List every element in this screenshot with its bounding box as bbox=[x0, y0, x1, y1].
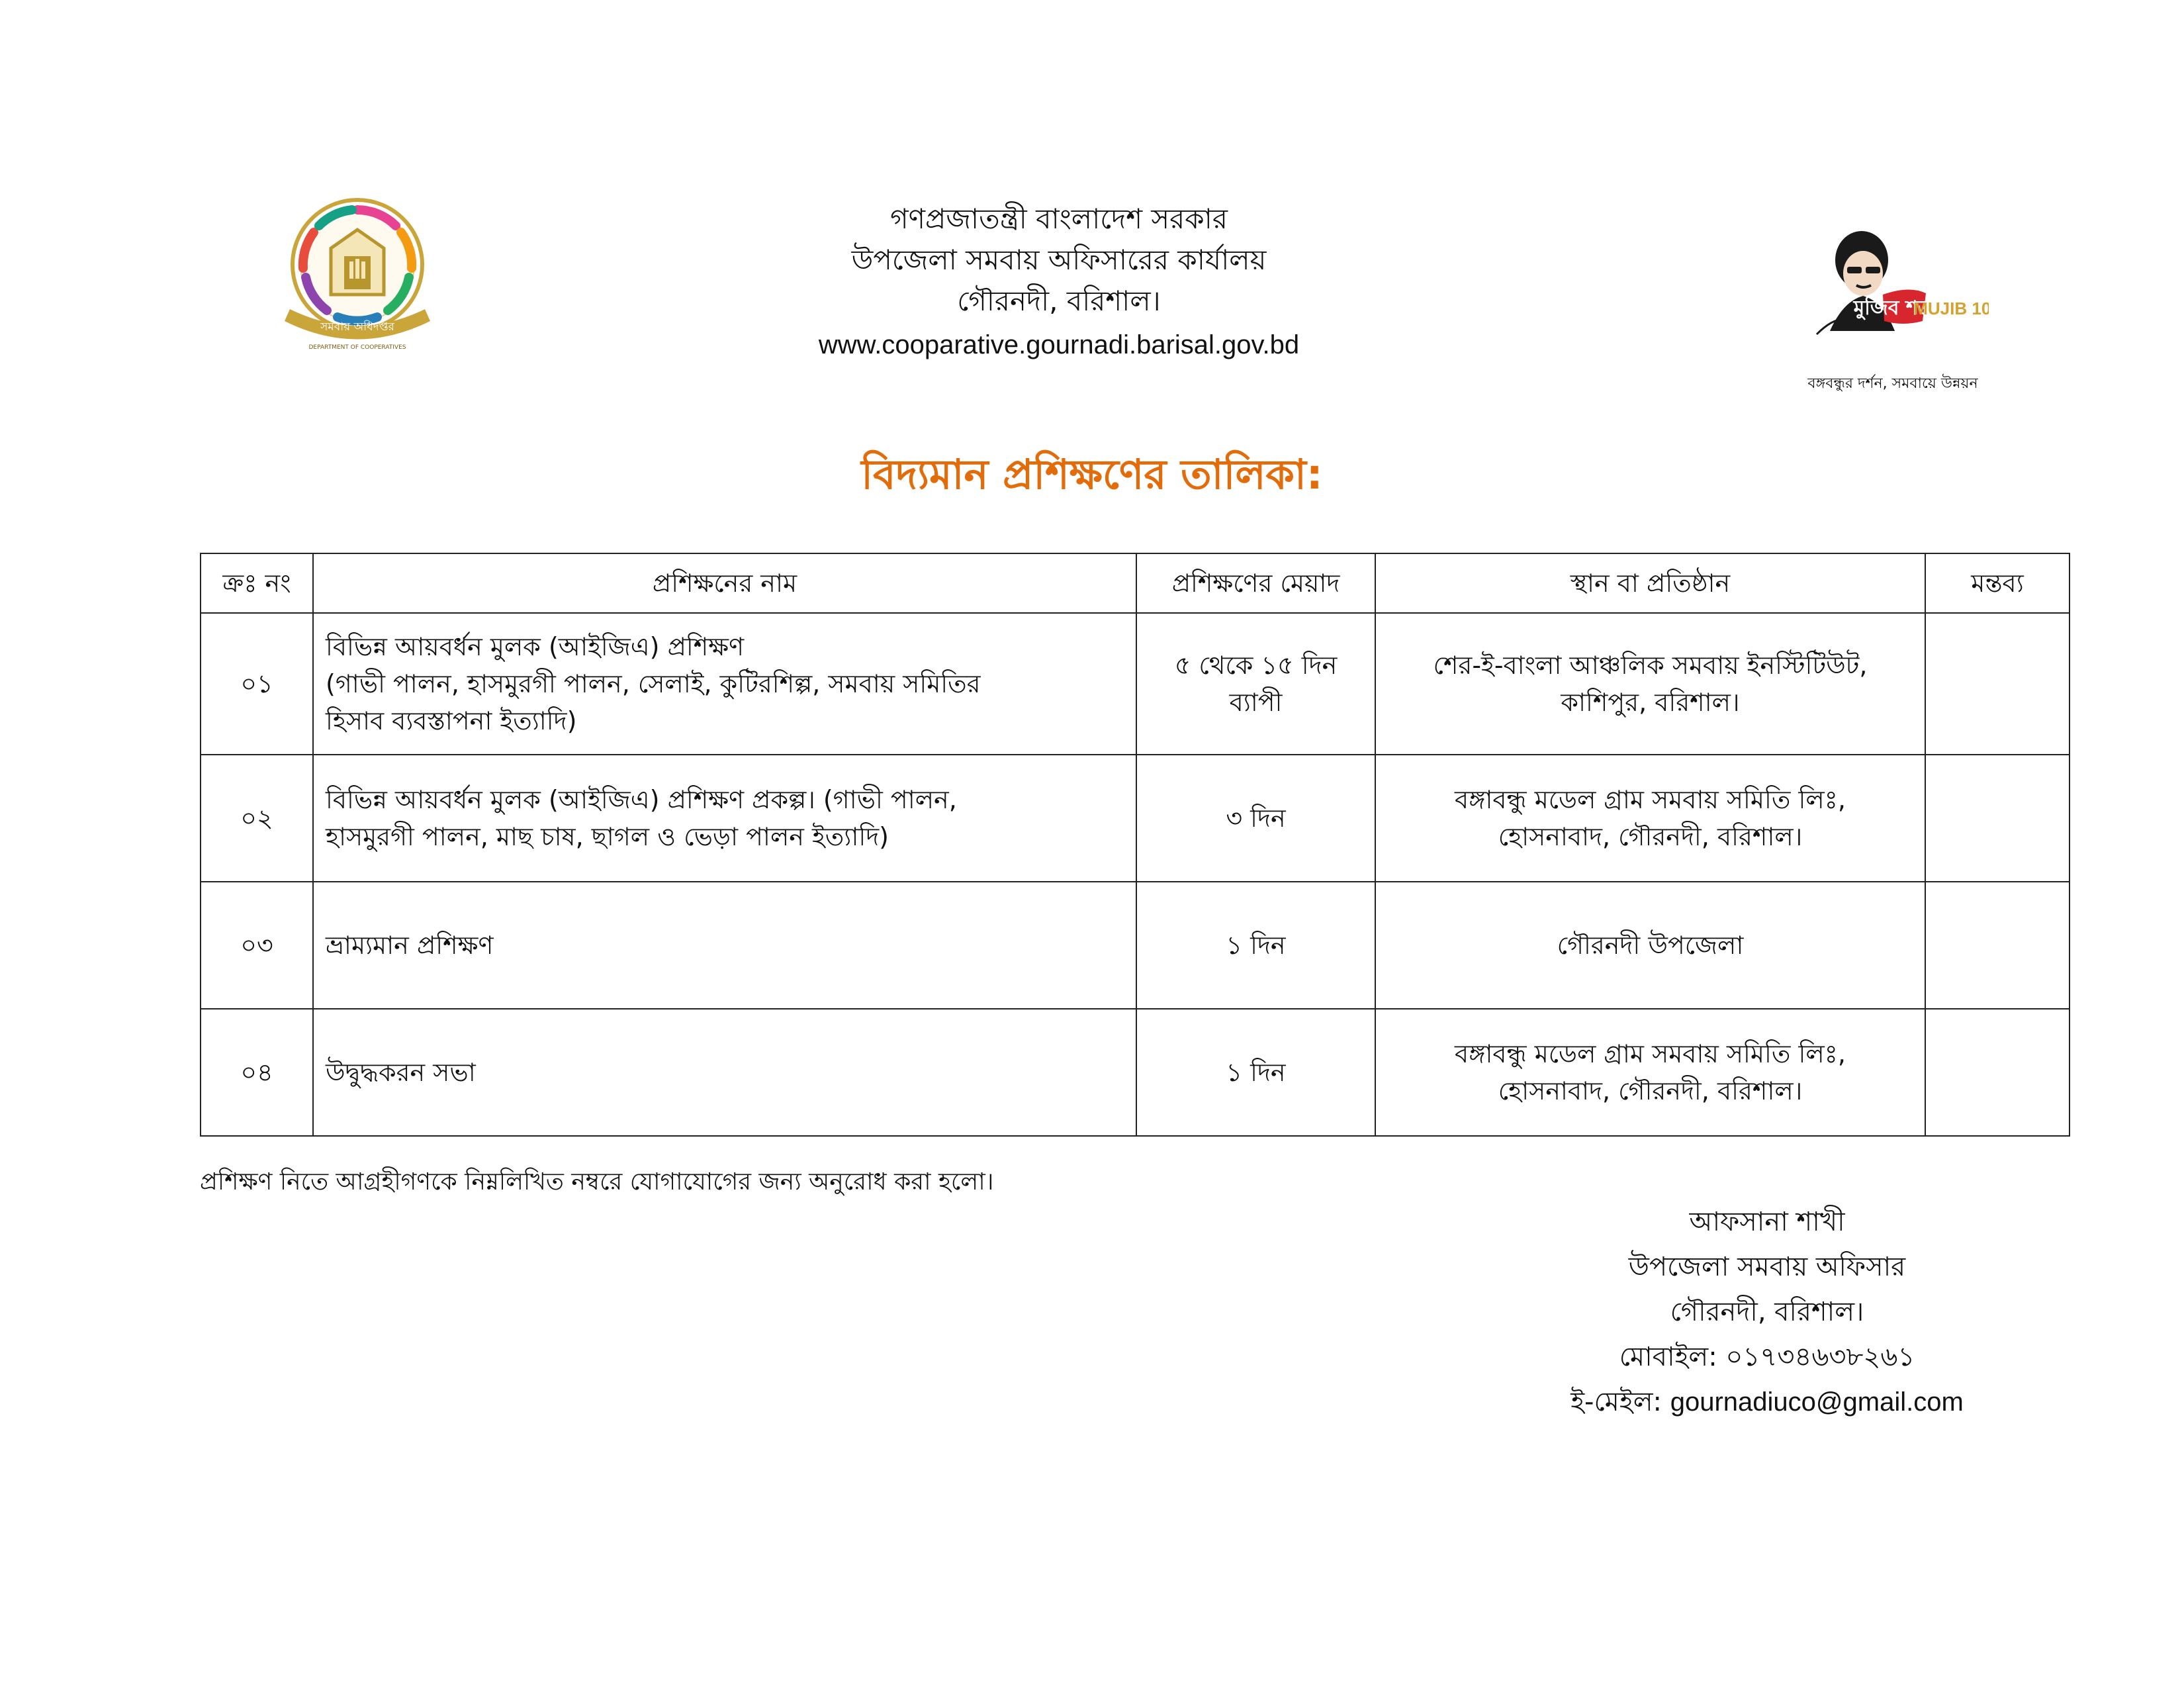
header-duration: প্রশিক্ষণের মেয়াদ bbox=[1136, 553, 1375, 613]
email-link[interactable]: gournadiuco@gmail.com bbox=[1670, 1387, 1964, 1417]
cell-serial: ০৩ bbox=[201, 882, 313, 1009]
table-row bbox=[201, 1009, 2070, 1136]
training-name-line: (গাভী পালন, হাসমুরগী পালন, সেলাই, কুটিরশিল্প, সমবায় সমিতির bbox=[326, 669, 981, 698]
duration-line: ব্যাপী bbox=[1229, 688, 1283, 717]
cell-remarks bbox=[1925, 882, 2070, 1009]
cell-duration: ১ দিন bbox=[1136, 882, 1375, 1009]
email-label: ই-মেইল: bbox=[1570, 1387, 1662, 1417]
cell-training-name: ভ্রাম্যমান প্রশিক্ষণ bbox=[313, 882, 1136, 1009]
cell-place: গৌরনদী উপজেলা bbox=[1375, 882, 1925, 1009]
cell-place bbox=[1375, 1009, 1925, 1136]
cell-training-name bbox=[313, 613, 1136, 755]
cooperatives-emblem-icon bbox=[278, 195, 437, 361]
training-name-line: হাসমুরগী পালন, মাছ চাষ, ছাগল ও ভেড়া পালন ইত্যাদি) bbox=[326, 822, 889, 851]
cell-remarks bbox=[1925, 613, 2070, 755]
cell-remarks bbox=[1925, 1009, 2070, 1136]
logo-caption: বঙ্গবন্ধুর দর্শন, সমবায়ে উন্নয়ন bbox=[1807, 375, 1978, 392]
training-name-line: বিভিন্ন আয়বর্ধন মুলক (আইজিএ) প্রশিক্ষণ bbox=[326, 632, 745, 661]
place-line: হোসনাবাদ, গৌরনদী, বরিশাল। bbox=[1498, 1076, 1803, 1105]
logo-english-text: DEPARTMENT OF COOPERATIVES bbox=[308, 344, 406, 351]
cell-serial: ০১ bbox=[201, 613, 313, 755]
training-name-line: হিসাব ব্যবস্তাপনা ইত্যাদি) bbox=[326, 706, 577, 735]
signature-block bbox=[1436, 1199, 2098, 1425]
office-header bbox=[662, 199, 1456, 365]
cell-place bbox=[1375, 613, 1925, 755]
cell-place bbox=[1375, 755, 1925, 882]
officer-name: আফসানা শাখী bbox=[1689, 1207, 1845, 1237]
place-line: বঙ্গাবন্ধু মডেল গ্রাম সমবায় সমিতি লিঃ, bbox=[1455, 785, 1846, 814]
request-note: প্রশিক্ষণ নিতে আগ্রহীগণকে নিম্নলিখিত নম্বরে যোগাযোগের জন্য অনুরোধ করা হলো। bbox=[200, 1168, 994, 1196]
training-name-line: বিভিন্ন আয়বর্ধন মুলক (আইজিএ) প্রশিক্ষণ প্রকল্প। (গাভী পালন, bbox=[326, 785, 957, 814]
cell-training-name bbox=[313, 755, 1136, 882]
cell-serial: ০২ bbox=[201, 755, 313, 882]
duration-line: ৫ থেকে ১৫ দিন bbox=[1174, 651, 1338, 680]
training-table bbox=[200, 553, 2070, 1137]
header-place: স্থান বা প্রতিষ্ঠান bbox=[1375, 553, 1925, 613]
office-location: গৌরনদী, বরিশাল। bbox=[957, 285, 1161, 317]
cell-duration: ৩ দিন bbox=[1136, 755, 1375, 882]
office-name: উপজেলা সমবায় অফিসারের কার্যালয় bbox=[851, 244, 1267, 276]
table-row bbox=[201, 755, 2070, 882]
place-line: কাশিপুর, বরিশাল। bbox=[1561, 688, 1740, 717]
table-row bbox=[201, 882, 2070, 1009]
cell-duration bbox=[1136, 613, 1375, 755]
cooperatives-logo bbox=[278, 195, 437, 361]
logo-bangla-text: সমবায় অধিদপ্তর bbox=[320, 320, 394, 334]
mujib-100-logo bbox=[1810, 222, 1989, 341]
header-serial: ক্রঃ নং bbox=[201, 553, 313, 613]
place-line: শের-ই-বাংলা আঞ্চলিক সমবায় ইনস্টিটিউট, bbox=[1433, 651, 1868, 680]
place-line: বঙ্গাবন্ধু মডেল গ্রাম সমবায় সমিতি লিঃ, bbox=[1455, 1039, 1846, 1068]
officer-location: গৌরনদী, বরিশাল। bbox=[1670, 1297, 1864, 1327]
place-line: হোসনাবাদ, গৌরনদী, বরিশাল। bbox=[1498, 822, 1803, 851]
table-header-row bbox=[201, 553, 2070, 613]
mujib-mark-bangla: মুজিব শতবর্ষ bbox=[1853, 297, 1955, 320]
table-row bbox=[201, 613, 2070, 755]
cell-serial: ০৪ bbox=[201, 1009, 313, 1136]
mujib-mark-english: MUJIB 10 bbox=[1913, 299, 1989, 318]
training-table-container bbox=[200, 553, 2034, 1137]
mujib-portrait-icon bbox=[1810, 222, 1989, 341]
header-training-name: প্রশিক্ষনের নাম bbox=[313, 553, 1136, 613]
officer-mobile: মোবাইল: ০১৭৩৪৬৩৮২৬১ bbox=[1619, 1342, 1915, 1372]
officer-designation: উপজেলা সমবায় অফিসার bbox=[1628, 1252, 1906, 1282]
cell-remarks bbox=[1925, 755, 2070, 882]
header-remarks: মন্তব্য bbox=[1925, 553, 2070, 613]
website-link[interactable]: www.cooparative.gournadi.barisal.gov.bd bbox=[818, 330, 1300, 359]
cell-duration: ১ দিন bbox=[1136, 1009, 1375, 1136]
page-title: বিদ্যমান প্রশিক্ষণের তালিকা: bbox=[861, 450, 1323, 498]
cell-training-name: উদ্বুদ্ধকরন সভা bbox=[313, 1009, 1136, 1136]
officer-email-row bbox=[1436, 1380, 2098, 1425]
government-name: গণপ্রজাতন্ত্রী বাংলাদেশ সরকার bbox=[890, 203, 1228, 235]
